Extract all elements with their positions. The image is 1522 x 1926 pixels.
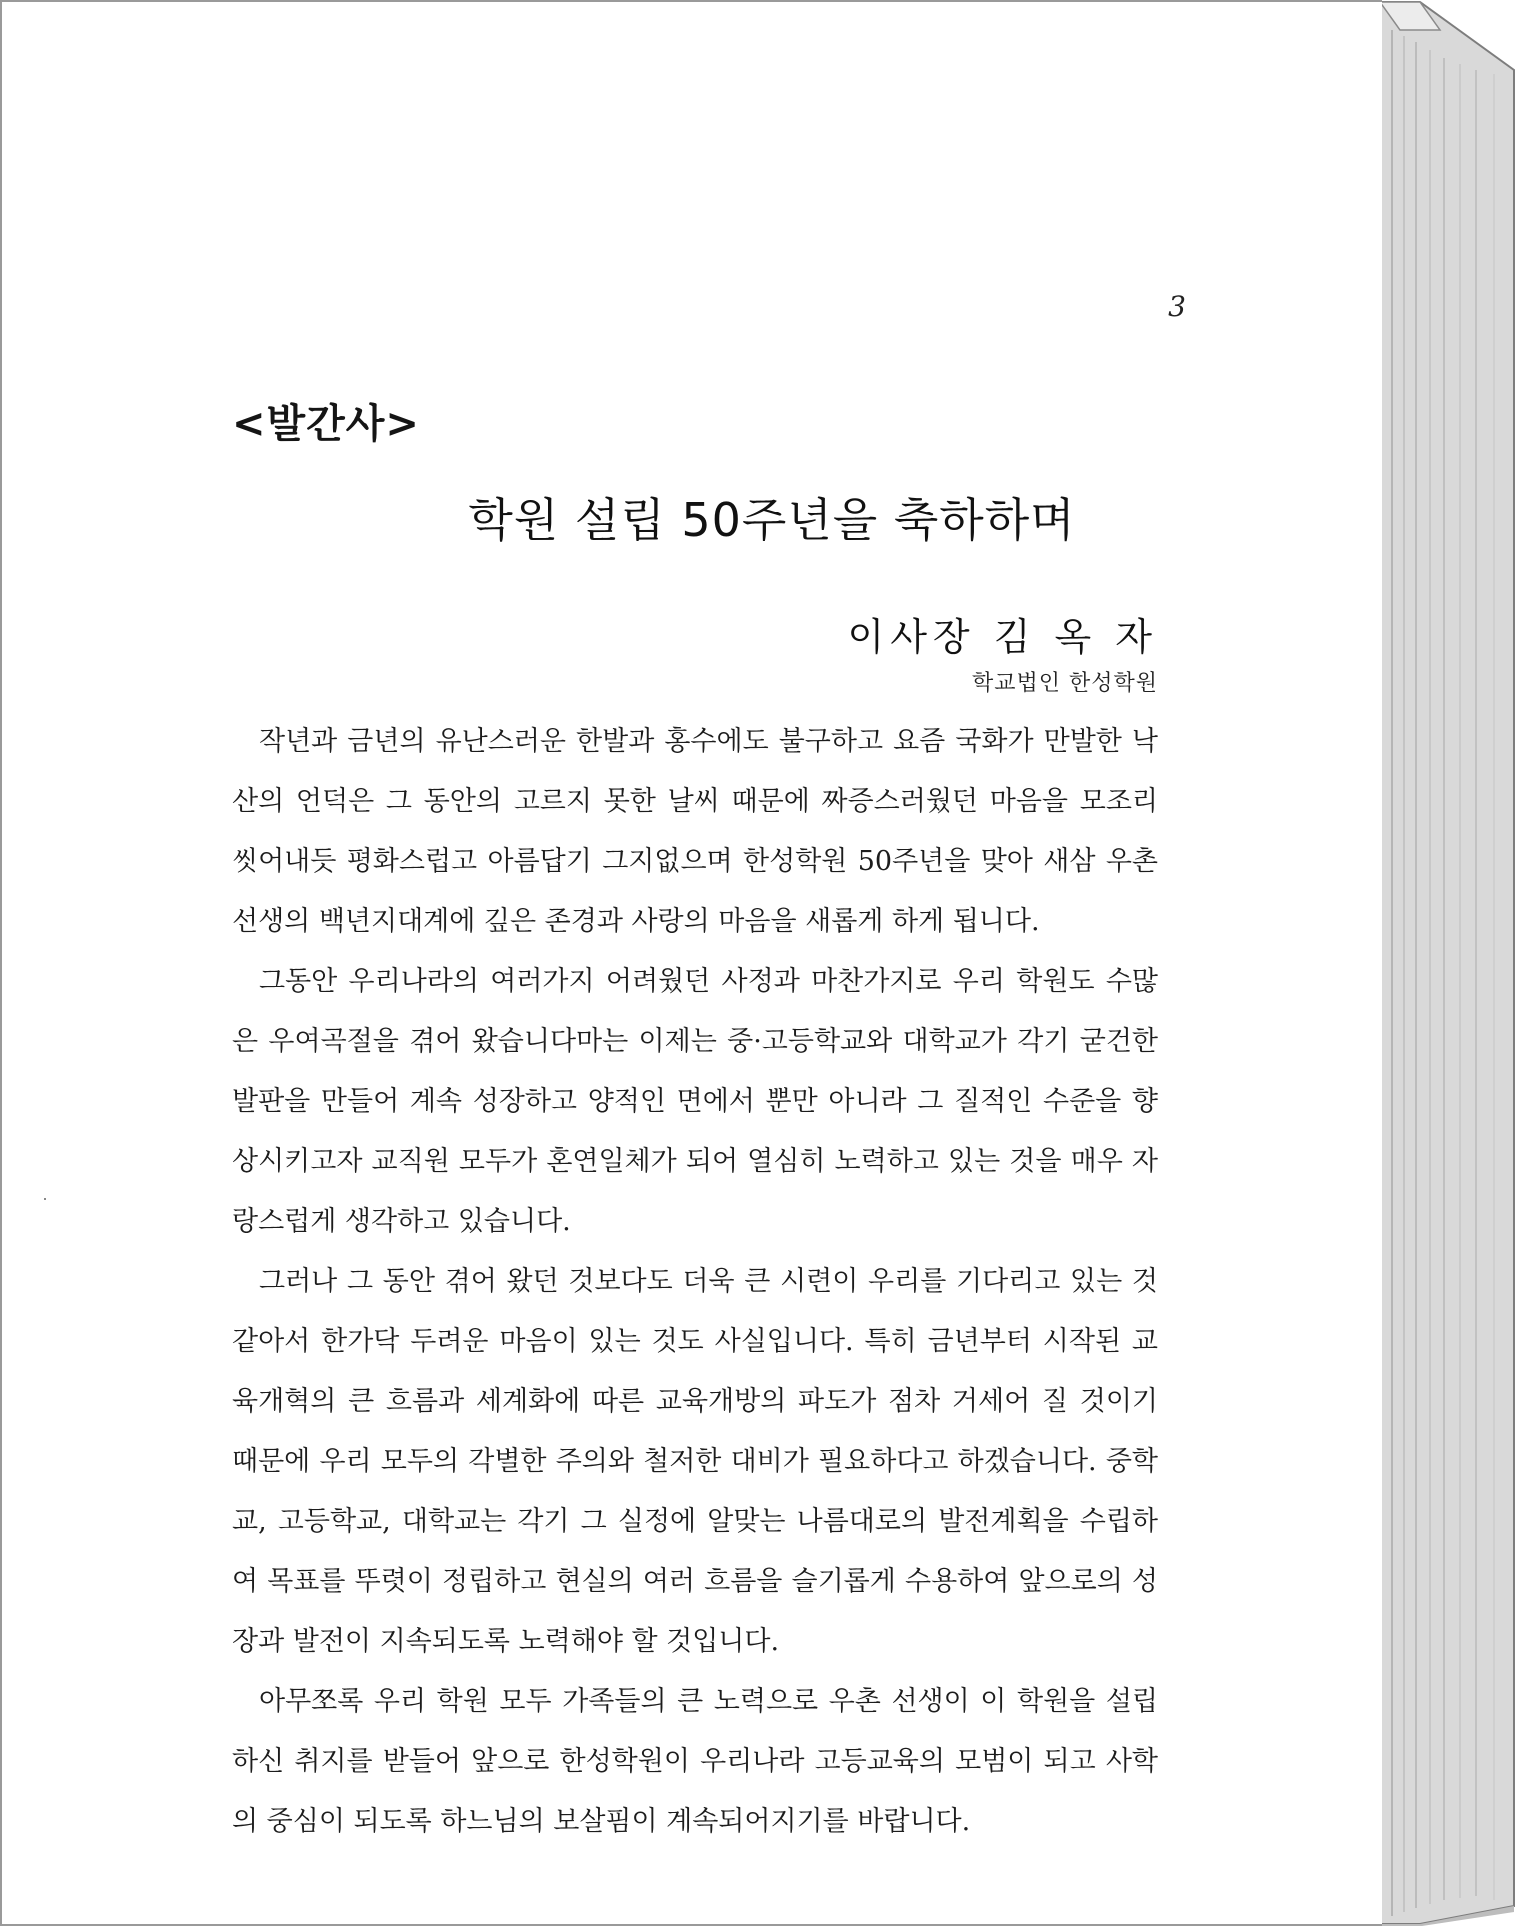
author-affiliation: 학교법인 한성학원 xyxy=(971,671,1158,696)
paragraph: 작년과 금년의 유난스러운 한발과 홍수에도 불구하고 요즘 국화가 만발한 낙산의 언덕은 그 동안의 고르지 못한 날씨 때문에 짜증스러웠던 마음을 모조리 씻어내듯 평화스럽고 아름답기 그지없으며 한성학원 50주년을 맞아 새삼 우촌 선생의 백년지대계에 깊은 존경과 사랑의 마음을 새롭게 하게 됩니다. xyxy=(232,726,1158,937)
scan-speck xyxy=(44,1198,46,1200)
paragraph: 아무쪼록 우리 학원 모두 가족들의 큰 노력으로 우촌 선생이 이 학원을 설립하신 취지를 받들어 앞으로 한성학원이 우리나라 고등교육의 모범이 되고 사학의 중심이 되도록 하느님의 보살핌이 계속되어지기를 바랍니다. xyxy=(232,1686,1158,1837)
section-label: <발간사> xyxy=(232,401,420,447)
author-name: 이사장 김 옥 자 xyxy=(847,615,1158,659)
page-number: 3 xyxy=(1168,290,1186,323)
paragraph: 그동안 우리나라의 여러가지 어려웠던 사정과 마찬가지로 우리 학원도 수많은 우여곡절을 겪어 왔습니다마는 이제는 중·고등학교와 대학교가 각기 굳건한 발판을 만들어 계속 성장하고 양적인 면에서 뿐만 아니라 그 질적인 수준을 향상시키고자 교직원 모두가 혼연일체가 되어 열심히 노력하고 있는 것을 매우 자랑스럽게 생각하고 있습니다. xyxy=(232,966,1158,1237)
page-title: 학원 설립 50주년을 축하하며 xyxy=(468,493,1076,547)
paragraph: 그러나 그 동안 겪어 왔던 것보다도 더욱 큰 시련이 우리를 기다리고 있는 것 같아서 한가닥 두려운 마음이 있는 것도 사실입니다. 특히 금년부터 시작된 교육개혁의 큰 흐름과 세계화에 따른 교육개방의 파도가 점차 거세어 질 것이기 때문에 우리 모두의 각별한 주의와 철저한 대비가 필요하다고 하겠습니다. 중학교, 고등학교, 대학교는 각기 그 실정에 알맞는 나름대로의 발전계획을 수립하여 목표를 뚜렷이 정립하고 현실의 여러 흐름을 슬기롭게 수용하여 앞으로의 성장과 발전이 지속되도록 노력해야 할 것입니다. xyxy=(232,1266,1158,1657)
body-text xyxy=(232,712,1158,1852)
